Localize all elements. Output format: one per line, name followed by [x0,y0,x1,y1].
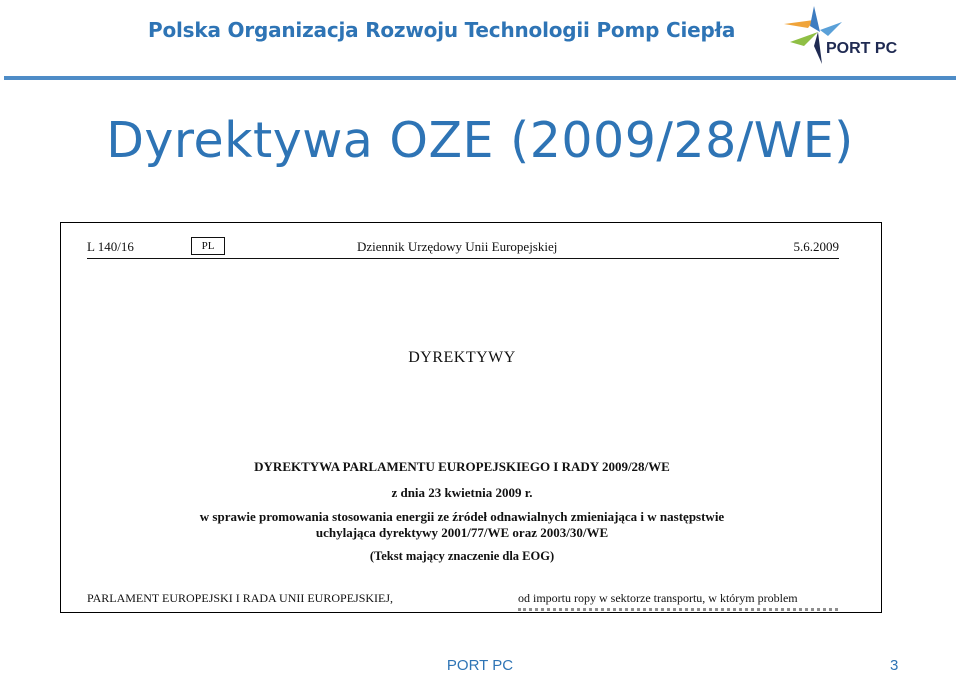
doc-date: 5.6.2009 [793,239,839,254]
doc-right-column-cut-line [518,608,838,613]
doc-header-rule [87,258,839,259]
doc-right-column-text: od importu ropy w sektorze transportu, w którym problem [518,591,798,605]
footer-label: PORT PC [446,657,514,674]
slide-title: Dyrektywa OZE (2009/28/WE) [106,112,854,169]
doc-language-box: PL [191,237,225,255]
doc-journal-name: Dziennik Urzędowy Unii Europejskiej [357,239,558,254]
header-organization: Polska Organizacja Rozwoju Technologii Pomp Ciepła [148,18,736,42]
doc-title-subject-cont: uchylająca dyrektywy 2001/77/WE oraz 2003/30/WE [315,525,609,540]
doc-title-date: z dnia 23 kwietnia 2009 r. [391,485,533,500]
page-number: 3 [890,657,899,674]
doc-title-line: DYREKTYWA PARLAMENTU EUROPEJSKIEGO I RADY 2009/28/WE [254,459,670,474]
doc-reference: L 140/16 [87,239,134,254]
document-excerpt [60,222,882,613]
doc-section-heading: DYREKTYWY [408,349,516,366]
logo-text: PORT PC [826,40,898,57]
doc-title-subject: w sprawie promowania stosowania energii ze źródeł odnawialnych zmieniająca i w następstwie [199,509,725,524]
header-rule [4,76,956,80]
doc-eea-note: (Tekst mający znaczenie dla EOG) [369,549,555,563]
port-pc-logo-icon [778,2,898,68]
doc-left-column-text: PARLAMENT EUROPEJSKI I RADA UNII EUROPEJSKIEJ, [87,591,394,605]
